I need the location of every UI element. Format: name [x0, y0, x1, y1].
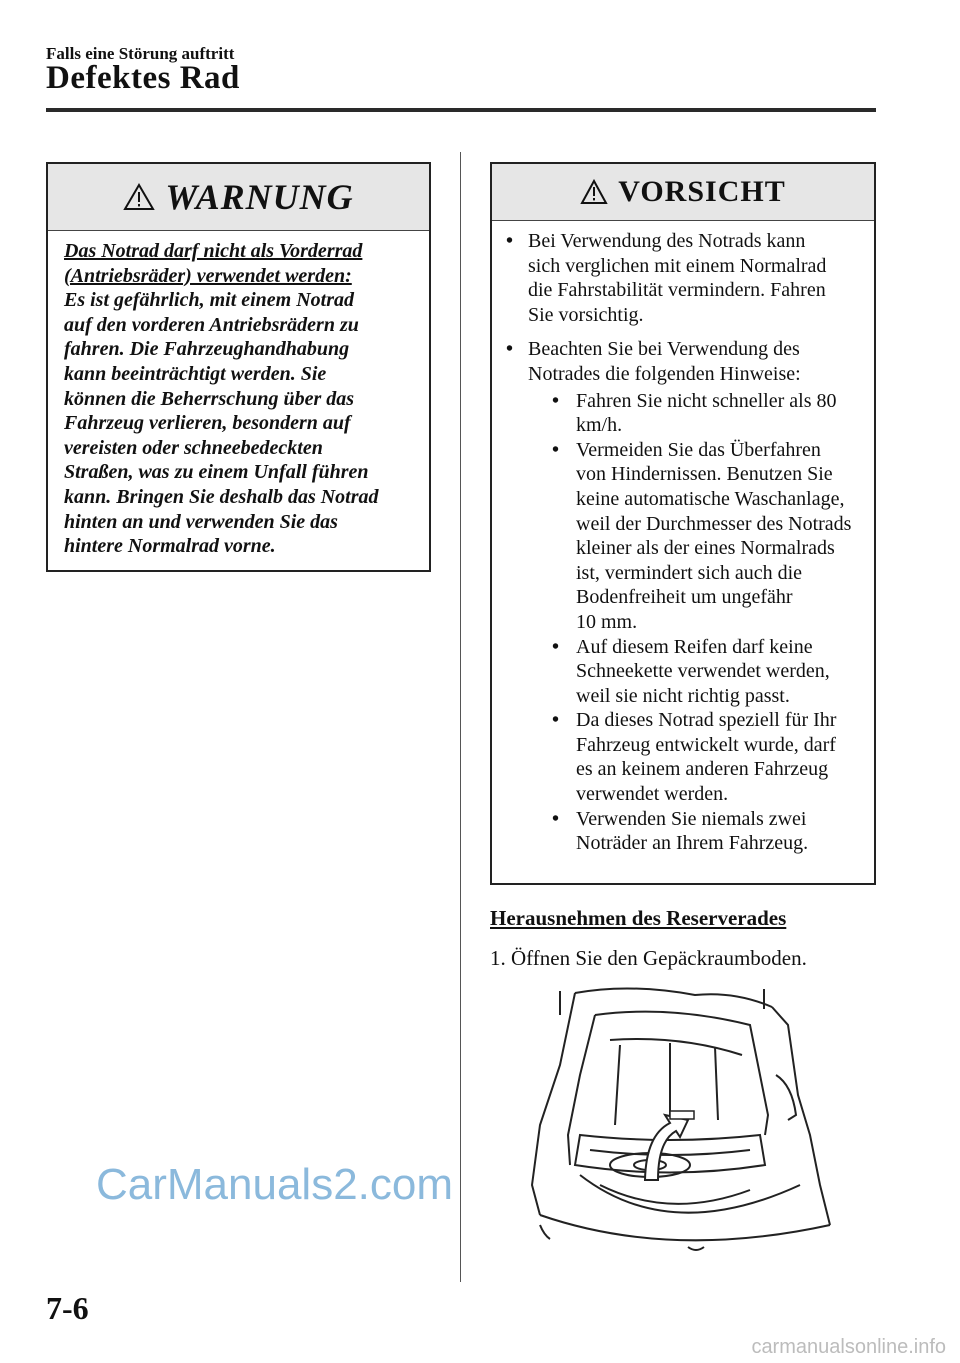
caution-bullet	[506, 337, 866, 855]
warning-underlined-line: Das Notrad darf nicht als Vorderrad	[64, 240, 363, 262]
caution-sub-bullet	[552, 807, 851, 856]
sub-bullet-dot: •	[552, 438, 560, 461]
caution-box	[490, 162, 876, 885]
caution-sub-bullet-line: Fahrzeug entwickelt wurde, darf	[576, 733, 836, 756]
warning-line: Straßen, was zu einem Unfall führen	[64, 461, 369, 484]
caution-bullet-line: Beachten Sie bei Verwendung des	[528, 338, 800, 361]
caution-sub-bullet	[552, 438, 851, 635]
caution-sub-bullet-line: 10 mm.	[576, 610, 638, 633]
caution-sub-bullet	[552, 635, 851, 709]
caution-sub-bullet-line: Da dieses Notrad speziell für Ihr	[576, 709, 837, 732]
bullet-dot: •	[506, 338, 514, 361]
caution-sub-bullet-line: Schneekette verwendet werden,	[576, 660, 830, 683]
procedure-heading: Herausnehmen des Reserverades	[490, 906, 787, 930]
warning-line: hinten an und verwenden Sie das	[64, 510, 338, 533]
warning-line: auf den vorderen Antriebsrädern zu	[64, 313, 359, 336]
warning-line: hintere Normalrad vorne.	[64, 535, 276, 558]
caution-bullet-line: Sie vorsichtig.	[528, 303, 644, 326]
warning-line: vereisten oder schneebedeckten	[64, 436, 323, 459]
caution-sub-bullet-line: von Hindernissen. Benutzen Sie	[576, 463, 833, 486]
caution-sub-bullet	[552, 708, 851, 806]
caution-sub-bullet-line: Verwenden Sie niemals zwei	[576, 807, 807, 830]
caution-bullet	[506, 229, 866, 327]
warning-triangle-icon	[123, 183, 155, 211]
section-label: Falls eine Störung auftritt	[46, 44, 235, 63]
sub-bullet-dot: •	[552, 807, 560, 830]
caution-text	[492, 221, 874, 856]
warning-line: kann. Bringen Sie deshalb das Notrad	[64, 485, 379, 508]
caution-sub-bullet-line: kleiner als der eines Normalrads	[576, 537, 835, 560]
caution-title: VORSICHT	[618, 175, 786, 208]
footer-url[interactable]: carmanualsonline.info	[751, 1336, 946, 1358]
column-divider	[460, 152, 461, 1282]
warning-line: Es ist gefährlich, mit einem Notrad	[64, 289, 355, 312]
caution-sub-bullet-line: Noträder an Ihrem Fahrzeug.	[576, 832, 809, 855]
caution-sub-bullet-line: verwendet werden.	[576, 783, 729, 806]
warning-underlined-line: (Antriebsräder) verwendet werden:	[64, 264, 352, 287]
procedure-step	[490, 946, 807, 971]
warning-header	[48, 164, 429, 231]
caution-sub-bullet-line: Auf diesem Reifen darf keine	[576, 635, 813, 658]
warning-triangle-icon	[580, 179, 608, 205]
caution-sub-bullet-line: Fahren Sie nicht schneller als 80	[576, 389, 837, 412]
caution-sub-bullet-line: es an keinem anderen Fahrzeug	[576, 758, 829, 781]
caution-header	[492, 164, 874, 221]
caution-bullet-line: Notrades die folgenden Hinweise:	[528, 362, 801, 385]
watermark: CarManuals2.com	[96, 1160, 454, 1209]
sub-bullet-dot: •	[552, 709, 560, 732]
header-rule	[46, 108, 876, 112]
warning-line: fahren. Die Fahrzeughandhabung	[64, 338, 350, 361]
caution-bullet-line: Bei Verwendung des Notrads kann	[528, 230, 806, 252]
caution-sub-bullet	[552, 389, 851, 438]
caution-sub-bullet-line: weil der Durchmesser des Notrads	[576, 512, 852, 535]
caution-sub-bullet-line: keine automatische Waschanlage,	[576, 487, 845, 510]
sub-bullet-dot: •	[552, 389, 560, 412]
step-number: 1.	[490, 946, 506, 970]
car-trunk-illustration	[520, 985, 880, 1280]
bullet-dot: •	[506, 230, 514, 252]
caution-sub-bullet-line: km/h.	[576, 414, 623, 437]
caution-bullet-line: die Fahrstabilität vermindern. Fahren	[528, 279, 826, 302]
warning-box	[46, 162, 431, 572]
caution-sub-bullet-line: Vermeiden Sie das Überfahren	[576, 438, 821, 461]
chapter-title: Defektes Rad	[46, 60, 240, 96]
warning-line: können die Beherrschung über das	[64, 387, 355, 410]
page-number: 7-6	[46, 1290, 89, 1326]
caution-sub-bullet-line: Bodenfreiheit um ungefähr	[576, 586, 793, 609]
sub-bullet-dot: •	[552, 635, 560, 658]
warning-title: WARNUNG	[165, 177, 354, 217]
warning-line: kann beeinträchtigt werden. Sie	[64, 362, 327, 385]
warning-line: Fahrzeug verlieren, besondern auf	[64, 412, 351, 435]
step-text: Öffnen Sie den Gepäckraumboden.	[511, 946, 807, 970]
caution-sub-bullet-line: ist, vermindert sich auch die	[576, 561, 803, 584]
caution-bullet-line: sich verglichen mit einem Normalrad	[528, 254, 827, 277]
warning-text	[48, 231, 429, 559]
caution-sub-bullet-line: weil sie nicht richtig passt.	[576, 684, 790, 707]
